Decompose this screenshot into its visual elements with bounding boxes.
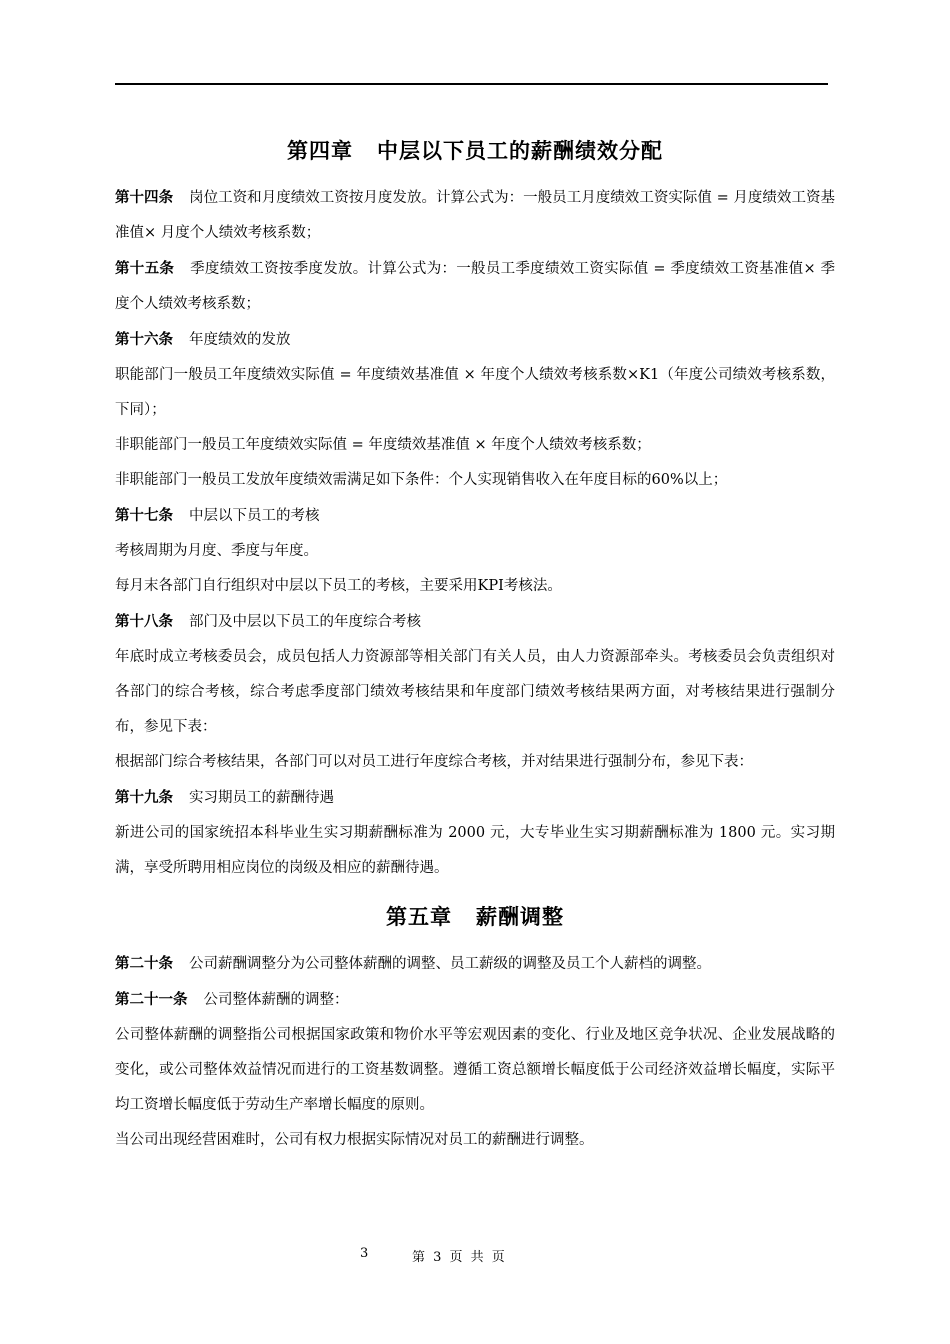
- article-17-paragraph-2: 每月末各部门自行组织对中层以下员工的考核，主要采用KPI考核法。: [115, 578, 562, 594]
- footer-page-number: 3: [360, 1246, 369, 1261]
- article-18-label: 第十八条: [115, 613, 173, 630]
- article-20-label: 第二十条: [115, 955, 173, 972]
- article-20-text: 公司薪酬调整分为公司整体薪酬的调整、员工薪级的调整及员工个人薪档的调整。: [189, 956, 711, 972]
- article-21-label: 第二十一条: [115, 991, 188, 1008]
- article-21-paragraph-1: 公司整体薪酬的调整指公司根据国家政策和物价水平等宏观因素的变化、行业及地区竞争状况、企业发展战略的变化，或公司整体效益情况而进行的工资基数调整。遵循工资总额增长幅度低于公司经济效益增长幅度，实际平均工资增长幅度低于劳动生产率增长幅度的原则。: [115, 1027, 835, 1113]
- article-19-text: 实习期员工的薪酬待遇: [189, 790, 334, 806]
- article-14: [115, 180, 835, 251]
- article-15-label: 第十五条: [115, 260, 175, 277]
- article-18-paragraph-1: 年底时成立考核委员会，成员包括人力资源部等相关部门有关人员，由人力资源部牵头。考核委员会负责组织对各部门的综合考核，综合考虑季度部门绩效考核结果和年度部门绩效考核结果两方面，对考核结果进行强制分布，参见下表：: [115, 649, 835, 735]
- article-16-text: 年度绩效的发放: [189, 332, 291, 348]
- article-16-paragraph-3: 非职能部门一般员工发放年度绩效需满足如下条件：个人实现销售收入在年度目标的60%以上；: [115, 472, 728, 488]
- article-21-paragraph-2: 当公司出现经营困难时，公司有权力根据实际情况对员工的薪酬进行调整。: [115, 1132, 594, 1148]
- article-20: [115, 946, 835, 982]
- article-17-label: 第十七条: [115, 507, 173, 524]
- chapter-5-heading: [115, 892, 835, 942]
- article-21-text: 公司整体薪酬的调整：: [203, 992, 349, 1008]
- article-14-text: 岗位工资和月度绩效工资按月度发放。计算公式为：一般员工月度绩效工资实际值 = 月度绩效工资基准值× 月度个人绩效考核系数；: [115, 190, 835, 241]
- article-15: [115, 251, 835, 322]
- article-16-paragraph-1: 职能部门一般员工年度绩效实际值 = 年度绩效基准值 × 年度个人绩效考核系数×K1（年度公司绩效考核系数，下同）；: [115, 367, 835, 418]
- article-17-text: 中层以下员工的考核: [189, 508, 320, 524]
- header-rule: [115, 83, 828, 85]
- article-17: [115, 498, 835, 534]
- chapter-4-title: 中层以下员工的薪酬绩效分配: [377, 138, 663, 163]
- article-16-label: 第十六条: [115, 331, 173, 348]
- article-17-paragraph-1: 考核周期为月度、季度与年度。: [115, 543, 318, 559]
- article-16: [115, 322, 835, 358]
- chapter-4-heading: [115, 126, 835, 176]
- chapter-5-number: 第五章: [386, 904, 452, 929]
- chapter-4-number: 第四章: [287, 138, 353, 163]
- article-18: [115, 604, 835, 640]
- article-14-label: 第十四条: [115, 189, 174, 206]
- article-19-paragraph-1: 新进公司的国家统招本科毕业生实习期薪酬标准为 2000 元，大专毕业生实习期薪酬标准为 1800 元。实习期满，享受所聘用相应岗位的岗级及相应的薪酬待遇。: [115, 825, 835, 876]
- article-19-label: 第十九条: [115, 789, 173, 806]
- article-16-paragraph-2: 非职能部门一般员工年度绩效实际值 = 年度绩效基准值 × 年度个人绩效考核系数；: [115, 437, 651, 453]
- article-18-paragraph-2: 根据部门综合考核结果，各部门可以对员工进行年度综合考核，并对结果进行强制分布，参见下表：: [115, 754, 753, 770]
- article-15-text: 季度绩效工资按季度发放。计算公式为：一般员工季度绩效工资实际值 = 季度绩效工资基准值× 季度个人绩效考核系数；: [115, 261, 835, 312]
- article-21: [115, 982, 835, 1018]
- document-body: [115, 126, 835, 1158]
- chapter-5-title: 薪酬调整: [476, 904, 564, 929]
- article-18-text: 部门及中层以下员工的年度综合考核: [189, 614, 421, 630]
- article-19: [115, 780, 835, 816]
- footer-page-of-total: 第 3 页 共 页: [412, 1250, 505, 1265]
